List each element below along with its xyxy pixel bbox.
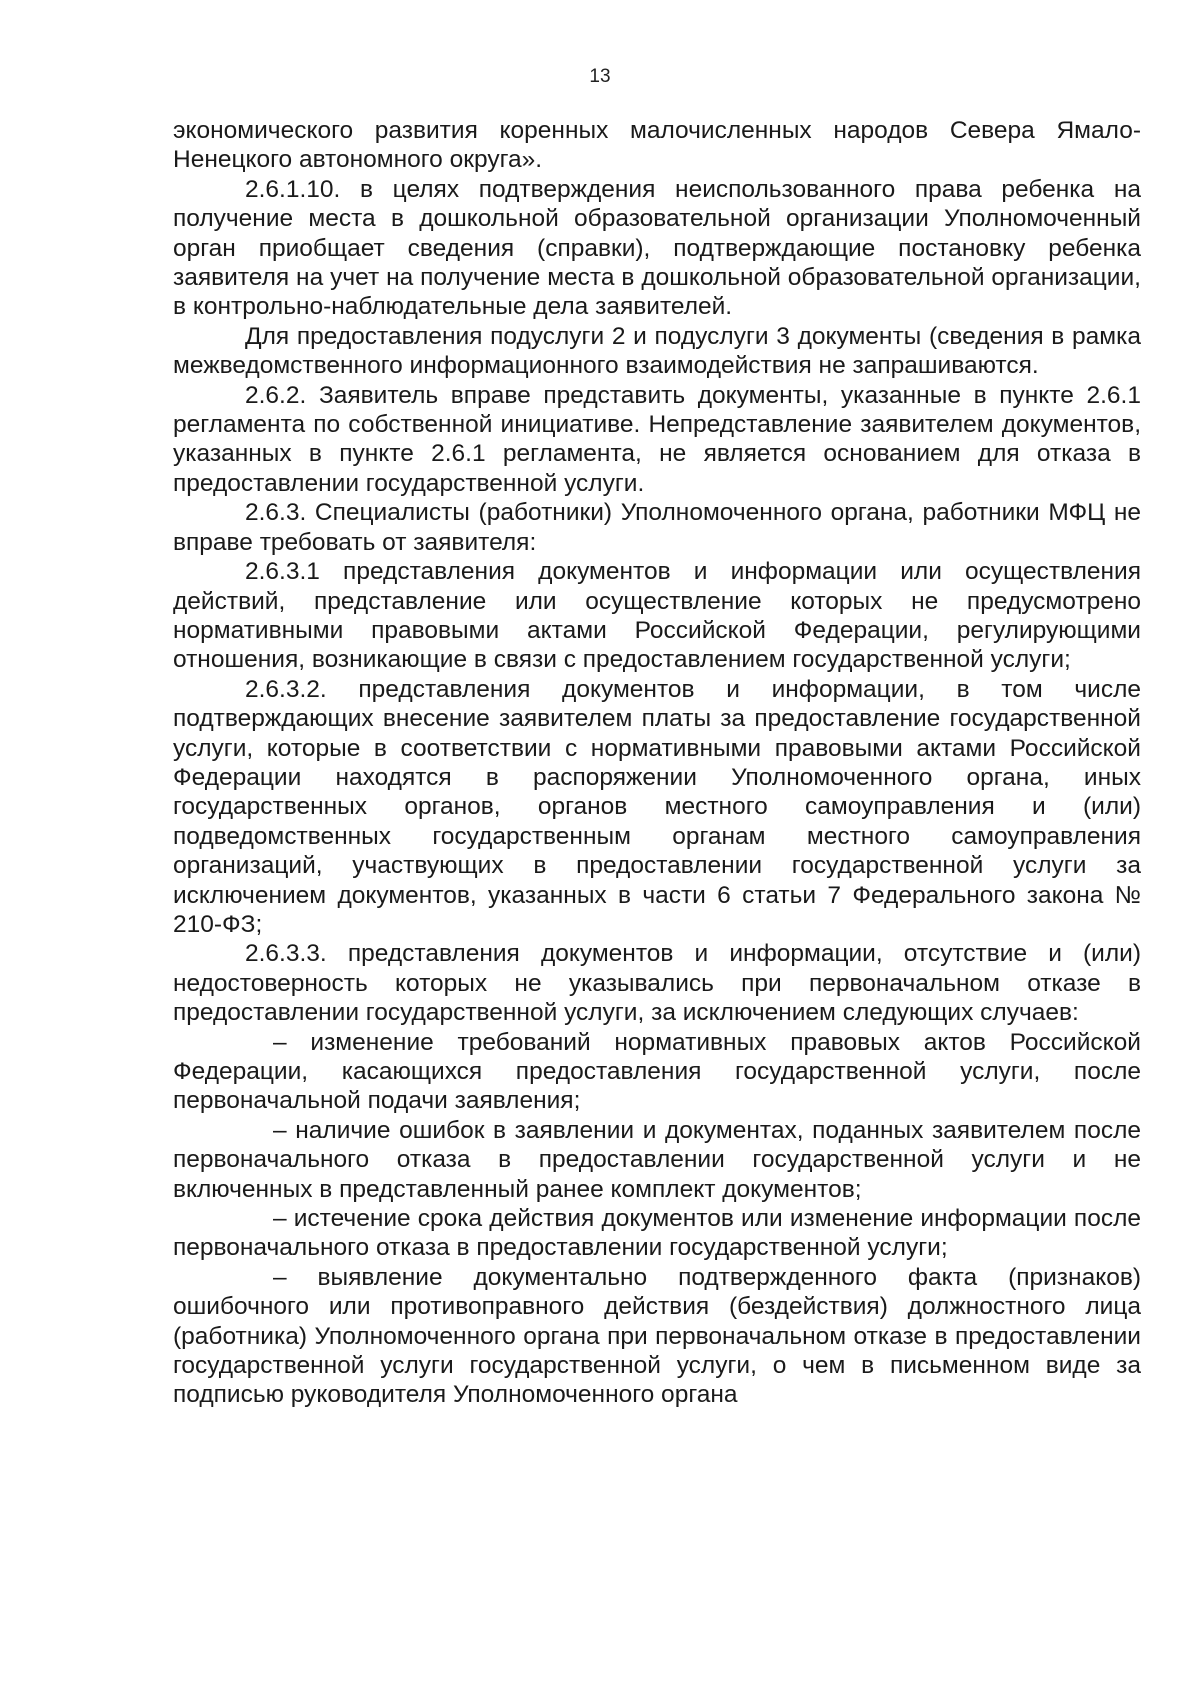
paragraph-2-6-3-2: 2.6.3.2. представления документов и информации, в том числе подтверждающих внесение заявителем платы за предоставление государственной услуги, которые в соответствии с нормативными правовыми актами Российской Федерации находятся в распоряжении Уполномоченного органа, иных государственных органов, органов местного самоуправления и (или) подведомственных государственным органам местного самоуправления организаций, участвующих в предоставлении государственной услуги за исключением документов, указанных в части 6 статьи 7 Федерального закона № 210-ФЗ; (173, 675, 1141, 938)
page-number: 13 (589, 66, 611, 87)
paragraph-continuation: экономического развития коренных малочисленных народов Севера Ямало-Ненецкого автономного округа». (173, 117, 1141, 174)
paragraph-2-6-3-3: 2.6.3.3. представления документов и информации, отсутствие и (или) недостоверность которых не указывались при первоначальном отказе в предоставлении государственной услуги, за исключением следующих случаев: (173, 940, 1141, 1027)
list-item: – изменение требований нормативных правовых актов Российской Федерации, касающихся предоставления государственной услуги, после первоначальной подачи заявления; (173, 1028, 1141, 1115)
paragraph-2-6-3: 2.6.3. Специалисты (работники) Уполномоченного органа, работники МФЦ не вправе требовать от заявителя: (173, 499, 1141, 556)
list-item: – выявление документально подтвержденного факта (признаков) ошибочного или противоправного действия (бездействия) должностного лица (работника) Уполномоченного органа при первоначальном отказе в предоставлении государственной услуги государственной услуги, о чем в письменном виде за подписью руководителя Уполномоченного органа (173, 1263, 1141, 1409)
paragraph-2-6-3-1: 2.6.3.1 представления документов и информации или осуществления действий, представление или осуществление которых не предусмотрено нормативными правовыми актами Российской Федерации, регулирующими отношения, возникающие в связи с предоставлением государственной услуги; (173, 558, 1141, 674)
paragraph-2-6-1-10: 2.6.1.10. в целях подтверждения неиспользованного права ребенка на получение места в дошкольной образовательной организации Уполномоченный орган приобщает сведения (справки), подтверждающие постановку ребенка заявителя на учет на получение места в дошкольной образовательной организации, в контрольно-наблюдательные дела заявителей. (173, 175, 1141, 321)
list-item: – наличие ошибок в заявлении и документах, поданных заявителем после первоначального отказа в предоставлении государственной услуги и не включенных в представленный ранее комплект документов; (173, 1116, 1141, 1203)
list-item: – истечение срока действия документов или изменение информации после первоначального отказа в предоставлении государственной услуги; (173, 1205, 1141, 1262)
paragraph-subservices: Для предоставления подуслуги 2 и подуслуги 3 документы (сведения в рамка межведомственного информационного взаимодействия не запрашиваются. (173, 322, 1141, 380)
document-body (173, 116, 1141, 1410)
paragraph-2-6-2: 2.6.2. Заявитель вправе представить документы, указанные в пункте 2.6.1 регламента по собственной инициативе. Непредставление заявителем документов, указанных в пункте 2.6.1 регламента, не является основанием для отказа в предоставлении государственной услуги. (173, 381, 1141, 497)
